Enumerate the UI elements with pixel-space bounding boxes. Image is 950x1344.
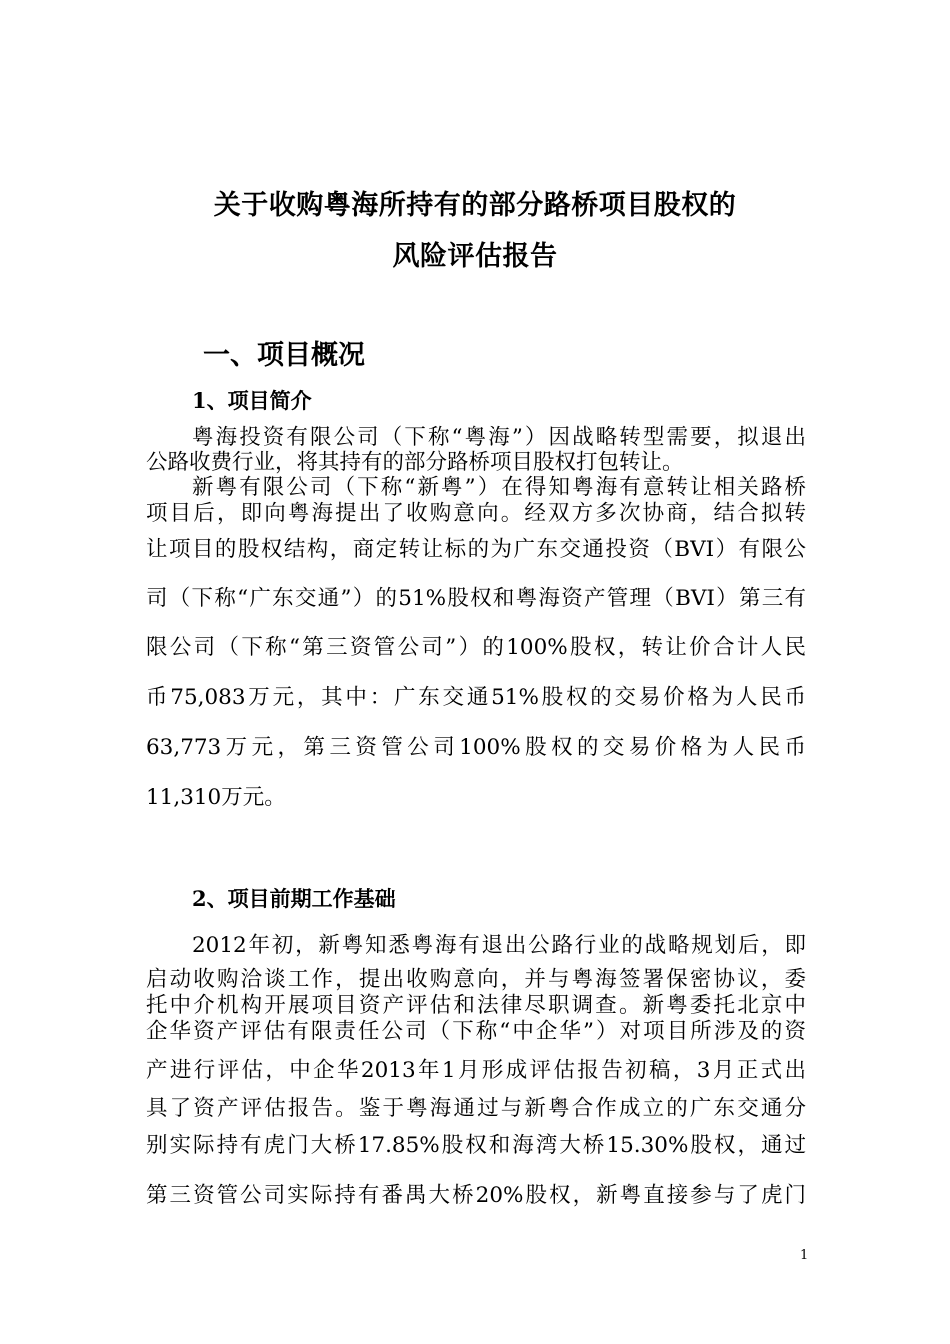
- report-title-line-2: 风险评估报告: [392, 241, 558, 272]
- paragraph-line: 产进行评估，中企华2013年1月形成评估报告初稿，3月正式出: [146, 1058, 806, 1083]
- paragraph-line: 别实际持有虎门大桥17.85%股权和海湾大桥15.30%股权，通过: [146, 1133, 806, 1158]
- section-heading: 一、项目概况: [203, 340, 365, 371]
- report-title-line-1: 关于收购粤海所持有的部分路桥项目股权的: [213, 190, 737, 221]
- paragraph-line: 限公司（下称“第三资管公司”）的100%股权，转让价合计人民: [146, 635, 806, 660]
- paragraph-line: 11,310万元。: [146, 785, 286, 810]
- paragraph-line: 让项目的股权结构，商定转让标的为广东交通投资（BVI）有限公: [146, 537, 806, 562]
- paragraph-line: 63,773万元，第三资管公司100%股权的交易价格为人民币: [146, 735, 806, 760]
- subsection-heading-intro: 1、项目简介: [192, 388, 312, 413]
- paragraph-line: 启动收购洽谈工作，提出收购意向，并与粤海签署保密协议，委: [146, 967, 806, 992]
- paragraph-line: 新粤有限公司（下称“新粤”）在得知粤海有意转让相关路桥: [192, 475, 806, 500]
- paragraph-line: 司（下称“广东交通”）的51%股权和粤海资产管理（BVI）第三有: [146, 586, 806, 611]
- paragraph-line: 公路收费行业，将其持有的部分路桥项目股权打包转让。: [146, 450, 684, 475]
- subsection-heading-preliminary-work: 2、项目前期工作基础: [192, 886, 396, 911]
- paragraph-line: 具了资产评估报告。鉴于粤海通过与新粤合作成立的广东交通分: [146, 1096, 806, 1121]
- paragraph-line: 第三资管公司实际持有番禺大桥20%股权，新粤直接参与了虎门: [146, 1183, 806, 1208]
- paragraph-line: 币75,083万元，其中：广东交通51%股权的交易价格为人民币: [146, 685, 806, 710]
- paragraph-line: 托中介机构开展项目资产评估和法律尽职调查。新粤委托北京中: [146, 993, 806, 1018]
- paragraph-line: 粤海投资有限公司（下称“粤海”）因战略转型需要，拟退出: [192, 425, 806, 450]
- paragraph-line: 2012年初，新粤知悉粤海有退出公路行业的战略规划后，即: [192, 933, 806, 958]
- paragraph-line: 企华资产评估有限责任公司（下称“中企华”）对项目所涉及的资: [146, 1019, 806, 1044]
- paragraph-line: 项目后，即向粤海提出了收购意向。经双方多次协商，结合拟转: [146, 501, 806, 526]
- page-number: 1: [800, 1248, 809, 1263]
